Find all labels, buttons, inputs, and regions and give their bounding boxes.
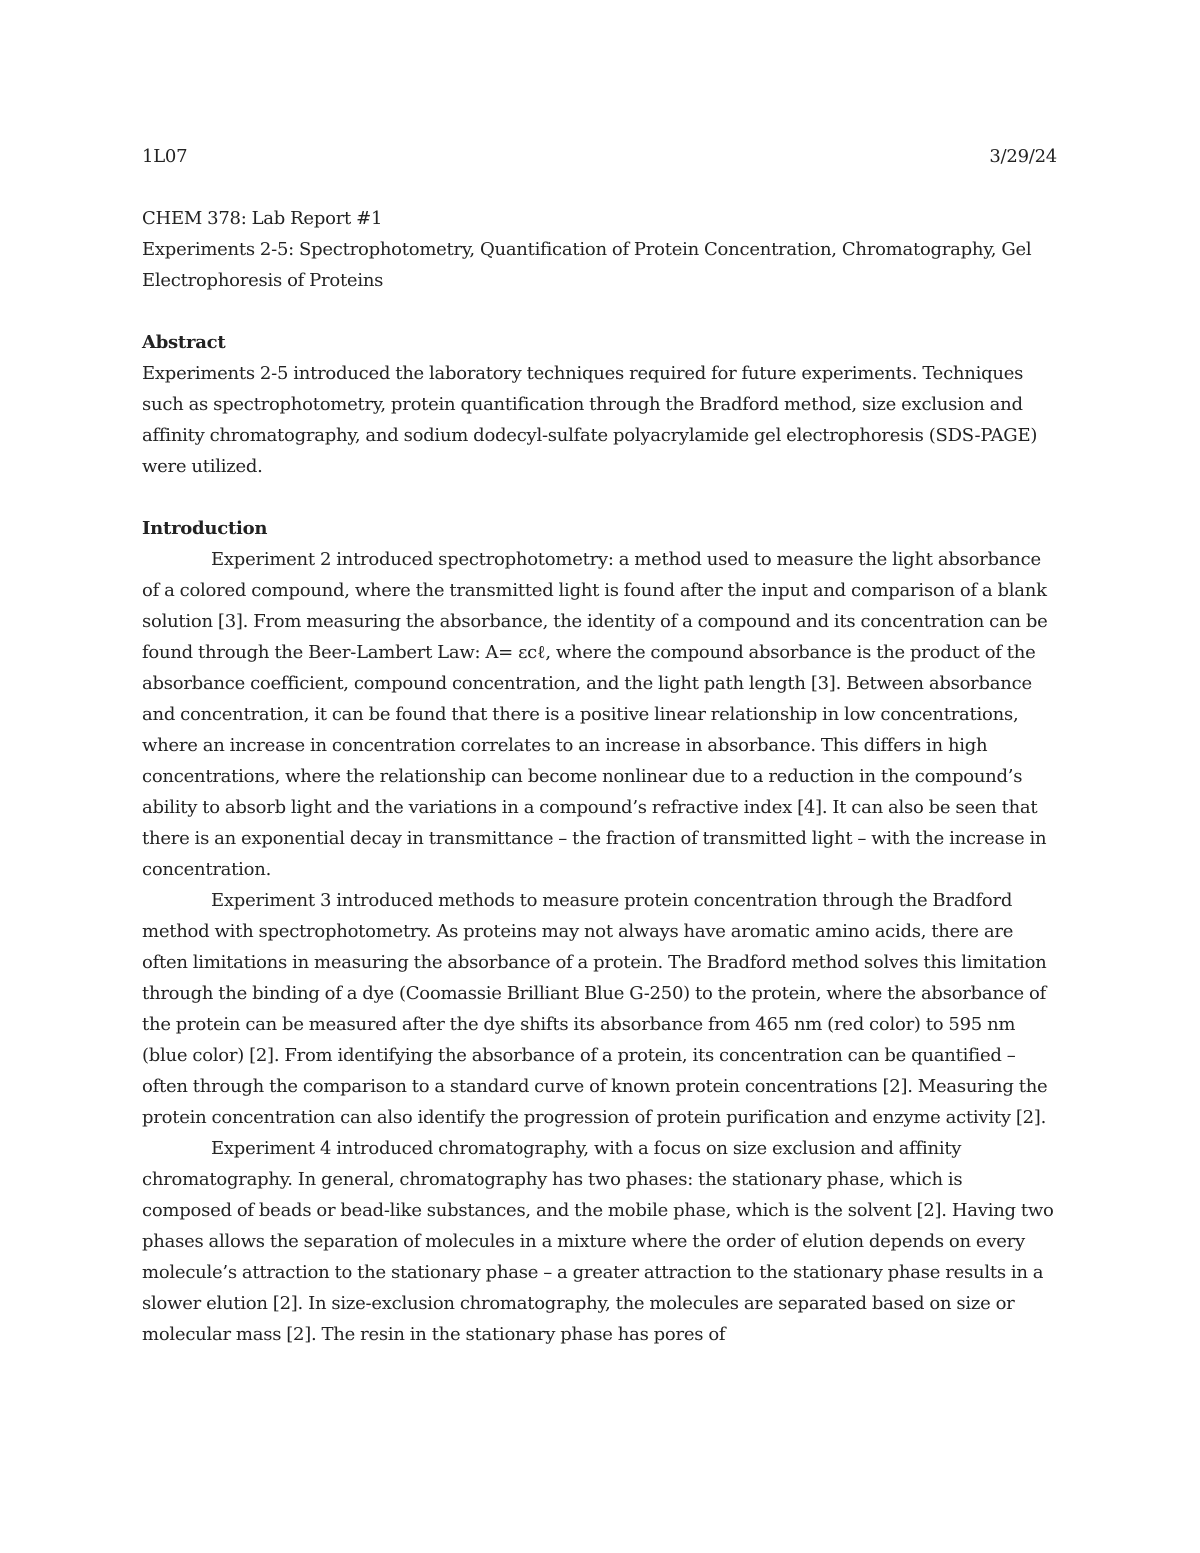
abstract-heading: Abstract — [142, 332, 226, 353]
intro-paragraph-2: Experiment 3 introduced methods to measure protein concentration through the Bradford method with spectrophotometry. As proteins may not always have aromatic amino acids, there are often limitations in measuring the absorbance of a protein. The Bradford method solves this limitation through the binding of a dye (Coomassie Brilliant Blue G-250) to the protein, where the absorbance of the protein can be measured after the dye shifts its absorbance from 465 nm (red color) to 595 nm (blue color) [2]. From identifying the absorbance of a protein, its concentration can be quantified – often through the comparison to a standard curve of known protein concentrations [2]. Measuring the protein concentration can also identify the progression of protein purification and enzyme activity [2]. — [142, 890, 1048, 1128]
intro-paragraph-1: Experiment 2 introduced spectrophotometry: a method used to measure the light absorbance of a colored compound, where the transmitted light is found after the input and comparison of a blank solution [3]. From measuring the absorbance, the identity of a compound and its concentration can be found through the Beer-Lambert Law: A= εcℓ, where the compound absorbance is the product of the absorbance coefficient, compound concentration, and the light path length [3]. Between absorbance and concentration, it can be found that there is a positive linear relationship in low concentrations, where an increase in concentration correlates to an increase in absorbance. This differs in high concentrations, where the relationship can become nonlinear due to a reduction in the compound’s ability to absorb light and the variations in a compound’s refractive index [4]. It can also be seen that there is an exponential decay in transmittance – the fraction of transmitted light – with the increase in concentration. — [142, 549, 1048, 880]
header-section-id: 1L07 — [142, 146, 188, 167]
document-body — [142, 141, 1057, 1350]
course-title: CHEM 378: Lab Report #1 — [142, 208, 383, 229]
abstract-text: Experiments 2-5 introduced the laboratory techniques required for future experiments. Techniques such as spectrophotometry, protein quantification through the Bradford method, size exclusion and affinity chromatography, and sodium dodecyl-sulfate polyacrylamide gel electrophoresis (SDS-PAGE) were utilized. — [142, 363, 1038, 477]
intro-paragraph-3: Experiment 4 introduced chromatography, with a focus on size exclusion and affinity chromatography. In general, chromatography has two phases: the stationary phase, which is composed of beads or bead-like substances, and the mobile phase, which is the solvent [2]. Having two phases allows the separation of molecules in a mixture where the order of elution depends on every molecule’s attraction to the stationary phase – a greater attraction to the stationary phase results in a slower elution [2]. In size-exclusion chromatography, the molecules are separated based on size or molecular mass [2]. The resin in the stationary phase has pores of — [142, 1138, 1054, 1345]
header-date: 3/29/24 — [989, 146, 1057, 167]
experiments-title: Experiments 2-5: Spectrophotometry, Quantification of Protein Concentration, Chromatography, Gel Electrophoresis of Proteins — [142, 239, 1032, 291]
title-block — [142, 203, 1057, 296]
introduction-heading: Introduction — [142, 518, 268, 539]
header-row — [142, 141, 1057, 172]
